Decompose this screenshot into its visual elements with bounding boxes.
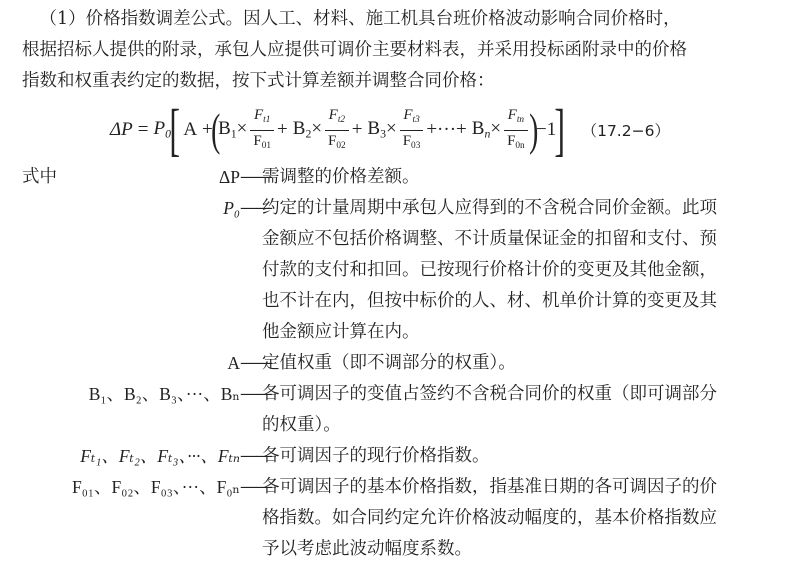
plus-1: +	[277, 119, 288, 140]
intro-line-3: 指数和权重表约定的数据，按下式计算差额并调整合同价格：	[22, 71, 495, 91]
definition-text: 各可调因子的基本价格指数，指基准日期的各可调因子的价	[262, 477, 717, 497]
definition-text: 各可调因子的变值占签约不含税合同价的权重（即可调部分	[262, 384, 717, 404]
where-label: 式中	[22, 167, 57, 187]
definition-row	[0, 348, 800, 379]
formula-equals: =	[137, 119, 149, 140]
price-index-formula	[110, 98, 670, 162]
definition-dash: ——	[240, 198, 271, 218]
formula-minus-one: −1	[536, 119, 557, 140]
definition-continuation: 金额应不包括价格调整、不计质量保证金的扣留和支付、预	[262, 229, 717, 249]
definition-continuation: 的权重）。	[262, 415, 341, 435]
intro-line-1: （1）价格指数调差公式。因人工、材料、施工机具台班价格波动影响合同价格时，	[39, 9, 681, 29]
plus-2: +	[351, 119, 363, 140]
left-paren: (	[210, 104, 221, 155]
definition-row	[0, 441, 800, 472]
term-1: $B_1\times$	[218, 118, 248, 141]
definition-symbol: B₁、B₂、B₃、···、Bₙ	[88, 384, 240, 404]
definition-text: 约定的计量周期中承包人应得到的不含税合同价金额。此项	[262, 198, 717, 218]
definition-row	[0, 379, 800, 410]
definition-continuation: 他金额应计算在内。	[262, 322, 420, 342]
definition-text: 定值权重（即不调部分的权重）。	[262, 353, 516, 373]
formula-dots: +···+	[426, 119, 467, 140]
definition-continuation: 付款的支付和扣回。已按现行价格计价的变更及其他金额，	[262, 260, 717, 280]
definition-symbol: F₀₁、F₀₂、F₀₃、···、F₀ₙ	[72, 477, 240, 497]
term-2: $B_2\times$	[292, 118, 323, 141]
formula-p0: $P_0$	[153, 118, 171, 141]
definition-row	[0, 193, 800, 224]
intro-line-2: 根据招标人提供的附录，承包人应提供可调价主要材料表，并采用投标函附录中的价格	[22, 40, 687, 60]
definition-dash: ——	[240, 167, 271, 187]
right-square-bracket: ]	[554, 97, 566, 162]
equation-number: （17.2−6）	[581, 122, 670, 140]
fraction-3: $\frac{F_{t3}}{F_{03}}$	[400, 105, 424, 156]
definition-continuation: 予以考虑此波动幅度系数。	[262, 539, 472, 559]
formula-a: A	[183, 119, 198, 140]
definition-continuation: 格指数。如合同约定允许价格波动幅度的，基本价格指数应	[262, 508, 717, 528]
definition-row	[0, 162, 800, 193]
fraction-2: $\frac{F_{t2}}{F_{02}}$	[325, 105, 349, 156]
definition-symbol: A	[227, 353, 240, 373]
definition-dash: ——	[240, 384, 271, 404]
formula-lhs: ΔP	[110, 119, 133, 140]
term-3: $B_3\times$	[367, 118, 397, 141]
intro-paragraph	[22, 4, 792, 97]
definition-text: 需调整的价格差额。	[262, 167, 420, 187]
left-square-bracket: [	[169, 97, 180, 162]
definitions-list	[0, 162, 800, 565]
definition-dash: ——	[240, 477, 271, 497]
right-paren: )	[528, 104, 538, 155]
definition-text: 各可调因子的现行价格指数。	[262, 446, 490, 466]
term-n: $B_n\times$	[471, 118, 502, 141]
definition-symbol: Fₜ₁、Fₜ₂、Fₜ₃、···、Fₜₙ	[80, 446, 240, 466]
definition-symbol: ΔP	[219, 167, 240, 187]
definition-symbol: P₀	[223, 198, 240, 218]
definition-continuation: 也不计在内，但按中标价的人、材、机单价计算的变更及其	[262, 291, 717, 311]
fraction-1: $\frac{F_{t1}}{F_{01}}$	[250, 105, 274, 156]
definition-row	[0, 472, 800, 503]
definition-dash: ——	[240, 446, 271, 466]
formula-plus: +	[202, 119, 213, 140]
definition-dash: ——	[240, 353, 271, 373]
fraction-n: $\frac{F_{tn}}{F_{0n}}$	[504, 105, 528, 156]
